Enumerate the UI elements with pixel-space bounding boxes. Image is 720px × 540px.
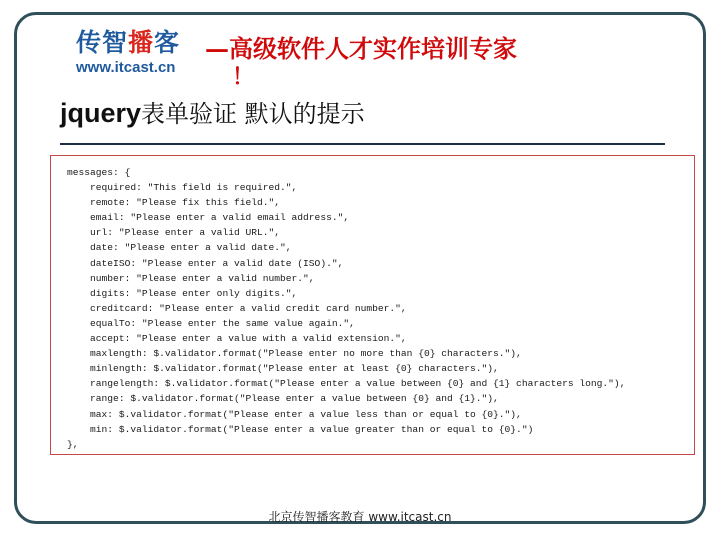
code-block (50, 155, 695, 455)
code-line: range: $.validator.format("Please enter a value between {0} and {1}."), (67, 393, 499, 405)
code-line: equalTo: "Please enter the same value again.", (67, 317, 355, 329)
slide-title-cn: 表单验证 默认的提示 (141, 100, 365, 128)
code-line: maxlength: $.validator.format("Please enter no more than {0} characters."), (67, 348, 522, 360)
logo-url: www.itcast.cn (76, 59, 176, 76)
slogan-exclaim: ！ (232, 64, 255, 90)
code-line: creditcard: "Please enter a valid credit card number.", (67, 302, 407, 314)
logo-text-part3: 客 (154, 28, 181, 57)
code-line: }, (67, 438, 79, 450)
code-line: rangelength: $.validator.format("Please enter a value between {0} and {1} characters long."), (67, 378, 626, 390)
logo-text-part2: 播 (128, 28, 155, 57)
code-line: number: "Please enter a valid number.", (67, 272, 315, 284)
slide-title-latin: jquery (60, 98, 142, 128)
code-line: remote: "Please fix this field.", (67, 197, 281, 209)
footer-text: 北京传智播客教育 www.itcast.cn (268, 510, 452, 524)
code-line: min: $.validator.format("Please enter a value greater than or equal to {0}.") (67, 423, 534, 435)
code-line: max: $.validator.format("Please enter a value less than or equal to {0}."), (67, 408, 522, 420)
slogan: —高级软件人才实作培训专家 (205, 34, 517, 63)
code-line: minlength: $.validator.format("Please enter at least {0} characters."), (67, 363, 499, 375)
code-line: date: "Please enter a valid date.", (67, 242, 292, 254)
logo-text-part1: 传智 (76, 28, 129, 57)
code-line: messages: { (67, 167, 131, 178)
code-line: url: "Please enter a valid URL.", (67, 227, 281, 239)
code-line: dateISO: "Please enter a valid date (ISO).", (67, 257, 344, 269)
logo-text (76, 28, 196, 58)
title-underline (60, 143, 665, 145)
code-line: email: "Please enter a valid email address.", (67, 212, 350, 224)
code-line: required: "This field is required.", (67, 182, 298, 194)
code-line: digits: "Please enter only digits.", (67, 287, 298, 299)
code-text (67, 165, 625, 452)
code-line: accept: "Please enter a value with a valid extension.", (67, 333, 407, 345)
company-logo (76, 28, 196, 77)
slide-title (60, 96, 365, 131)
